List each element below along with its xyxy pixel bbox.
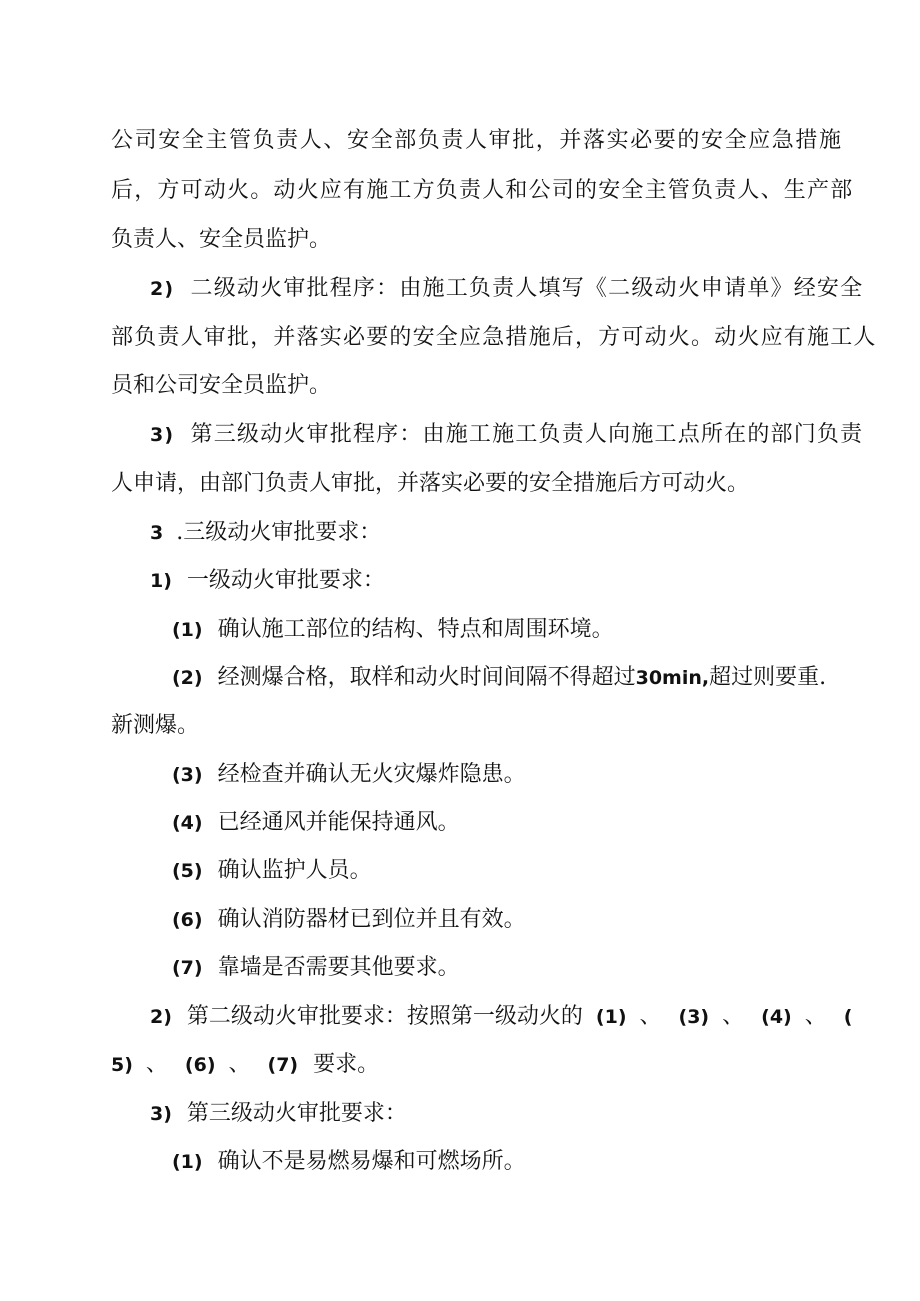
- paragraph-line: [111, 318, 877, 358]
- paragraph-line: [111, 220, 331, 260]
- paragraph-line: [150, 269, 863, 309]
- list-text: 一级动火审批要求：: [186, 568, 385, 593]
- list-number: 3): [150, 424, 175, 446]
- section-heading: [150, 513, 381, 553]
- list-text: 确认消防器材已到位并且有效。: [217, 907, 526, 932]
- list-number: 2): [150, 278, 175, 300]
- list-text: 确认监护人员。: [217, 858, 372, 883]
- list-item: [172, 851, 372, 891]
- reference-number: (4): [761, 1006, 792, 1028]
- list-text: 第二级动火审批要求：按照第一级动火的: [186, 1004, 583, 1029]
- list-text: 新测爆。: [111, 713, 200, 738]
- reference-number: (: [843, 1006, 853, 1028]
- list-text: 已经通风并能保持通风。: [217, 810, 460, 835]
- separator: 、: [228, 1052, 251, 1077]
- reference-number: (6): [184, 1054, 216, 1076]
- reference-number: 5): [111, 1054, 133, 1076]
- separator: 、: [722, 1004, 745, 1029]
- list-text: 要求。: [313, 1052, 380, 1077]
- list-number: 2): [150, 1006, 172, 1028]
- paragraph-text: 负责人、安全员监护。: [111, 227, 332, 252]
- list-text: 超过则要重.: [709, 665, 827, 690]
- paragraph-text: 人申请，由部门负责人审批，并落实必要的安全措施后方可动火。: [111, 471, 750, 496]
- paragraph-text: 员和公司安全员监护。: [111, 373, 332, 398]
- paragraph-text: 第三级动火审批程序：由施工施工负责人向施工点所在的部门负责: [190, 422, 864, 447]
- separator: 、: [145, 1052, 168, 1077]
- list-item: [172, 610, 614, 650]
- paragraph-text: 公司安全主管负责人、安全部负责人审批，并落实必要的安全应急措施: [111, 128, 843, 153]
- reference-number: (1): [595, 1006, 627, 1028]
- paragraph-text: 部负责人审批，并落实必要的安全应急措施后，方可动火。动火应有施工人: [111, 325, 877, 350]
- list-number: (6): [172, 909, 203, 931]
- paragraph-text: 后，方可动火。动火应有施工方负责人和公司的安全主管负责人、生产部: [111, 178, 854, 203]
- list-text: 确认施工部位的结构、特点和周围环境。: [217, 617, 614, 642]
- list-item: [172, 1142, 526, 1182]
- paragraph-line: [111, 464, 749, 504]
- list-item: [172, 900, 526, 940]
- list-text: 经测爆合格，取样和动火时间间隔不得超过: [217, 665, 636, 690]
- list-text: 第三级动火审批要求：: [186, 1101, 407, 1126]
- section-title: .三级动火审批要求：: [176, 520, 382, 545]
- list-number: (3): [172, 764, 203, 786]
- list-item: [172, 948, 460, 988]
- list-number: (1): [172, 1151, 203, 1173]
- list-item-continuation: [111, 706, 199, 746]
- reference-number: (3): [678, 1006, 710, 1028]
- list-text: 经检查并确认无火灾爆炸隐患。: [217, 762, 526, 787]
- paragraph-text: 二级动火审批程序：由施工负责人填写《二级动火申请单》经安全: [190, 276, 864, 301]
- list-number: 1): [150, 570, 172, 592]
- list-item: [172, 658, 826, 698]
- list-item: [172, 755, 526, 795]
- list-text: 确认不是易燃易爆和可燃场所。: [217, 1149, 526, 1174]
- list-number: (5): [172, 860, 203, 882]
- list-item: [150, 1094, 407, 1134]
- separator: 、: [804, 1004, 827, 1029]
- paragraph-line: [150, 415, 863, 455]
- list-item: [150, 561, 385, 601]
- list-number: (1): [172, 619, 203, 641]
- list-number: (2): [172, 667, 203, 689]
- paragraph-line: [111, 121, 843, 161]
- time-value: 30min,: [635, 667, 710, 689]
- list-item: [150, 997, 852, 1037]
- list-item-continuation: [111, 1045, 379, 1085]
- list-number: (7): [172, 957, 203, 979]
- section-number: 3: [150, 522, 164, 544]
- paragraph-line: [111, 366, 331, 406]
- list-item: [172, 803, 460, 843]
- separator: 、: [639, 1004, 662, 1029]
- list-number: 3): [150, 1103, 172, 1125]
- list-text: 靠墙是否需要其他要求。: [217, 955, 460, 980]
- list-number: (4): [172, 812, 203, 834]
- reference-number: (7): [267, 1054, 299, 1076]
- paragraph-line: [111, 171, 853, 211]
